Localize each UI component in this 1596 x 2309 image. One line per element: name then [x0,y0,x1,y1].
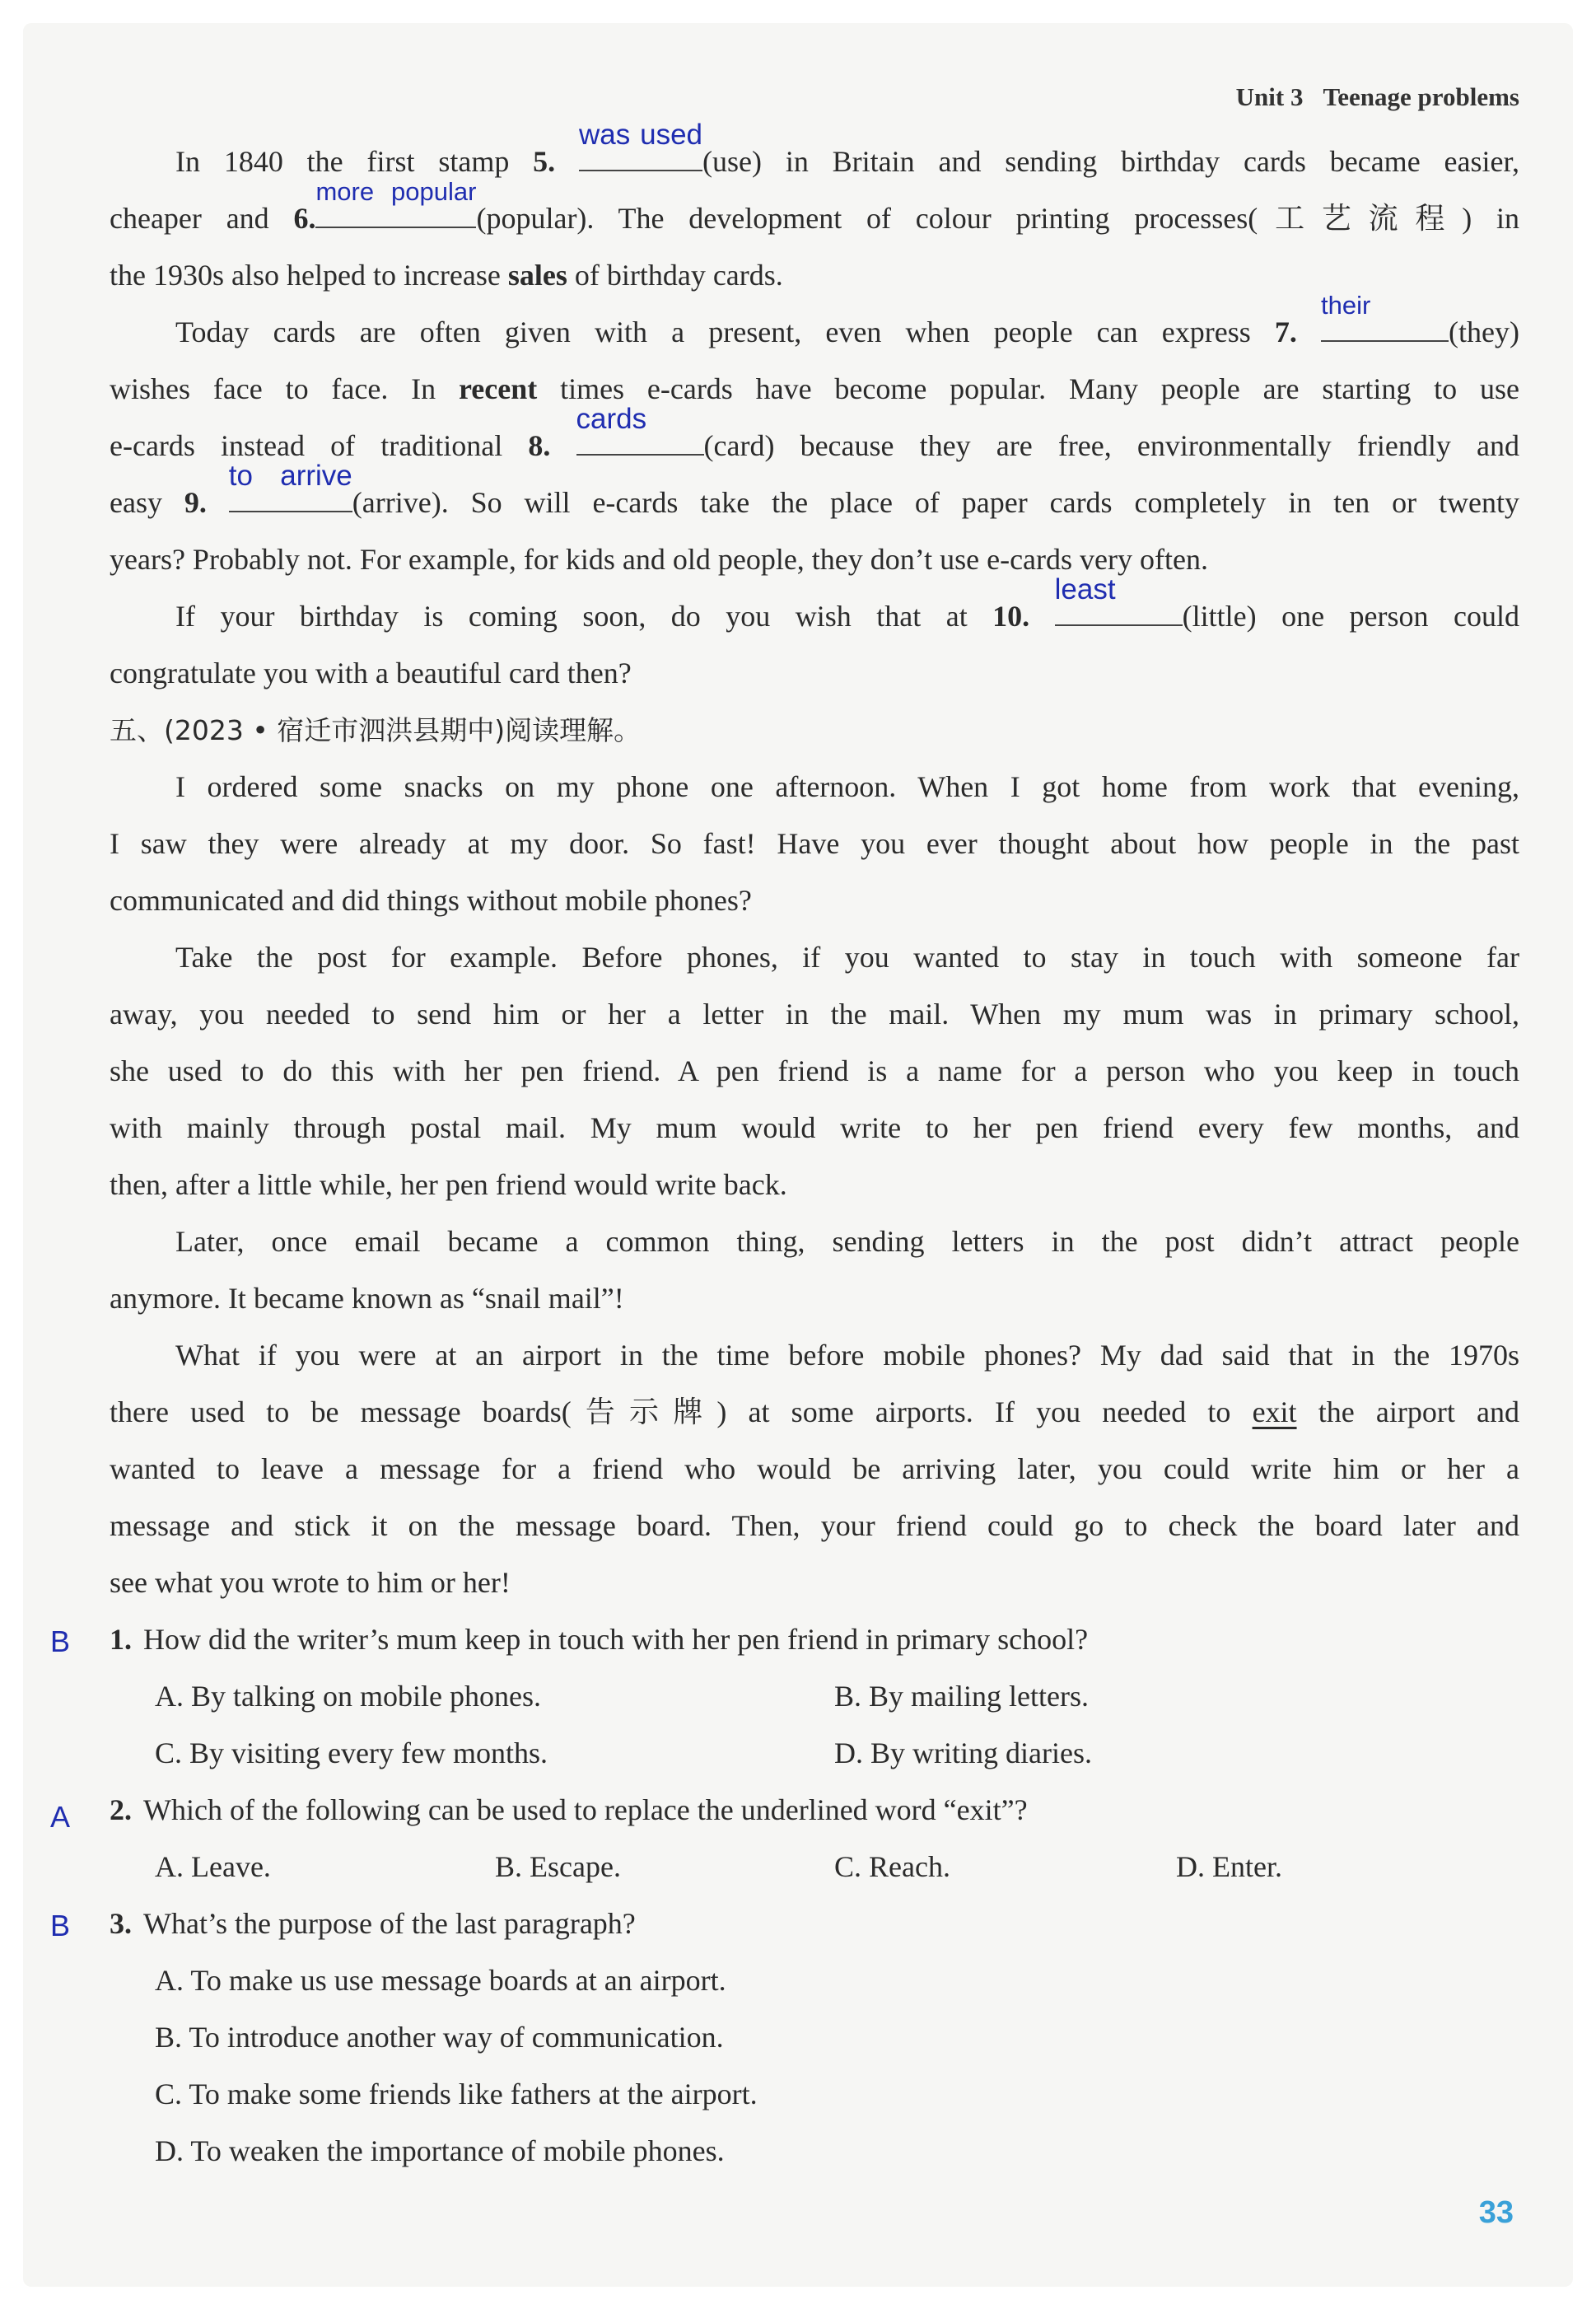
answer-blank-9[interactable] [228,460,352,512]
passage-line: there used to be message boards(告示牌) at some airports. If you needed to exit the airport and [110,1395,1519,1428]
option[interactable]: A. To make us use message boards at an airport. [155,1964,726,1997]
blank-number: 8. [528,429,551,462]
cloze-line: years? Probably not. For example, for kids and old people, they don’t use e-cards very often. [110,543,1208,576]
option[interactable]: A. Leave. [155,1850,271,1883]
option[interactable]: B. By mailing letters. [834,1680,1089,1713]
option[interactable]: B. To introduce another way of communication. [155,2021,724,2054]
cloze-line: congratulate you with a beautiful card then? [110,657,632,689]
passage-line: with mainly through postal mail. My mum would write to her pen friend every few months, and [110,1111,1519,1144]
blank-number: 10. [992,600,1030,633]
passage-line: away, you needed to send him or her a letter in the mail. When my mum was in primary school, [110,998,1519,1031]
answer-blank-8[interactable] [576,403,704,456]
question-1-answer-mark: B [50,1624,71,1658]
passage-line: Take the post for example. Before phones, if you wanted to stay in touch with someone far [175,941,1519,974]
option[interactable]: C. Reach. [834,1850,950,1883]
handwritten-answer-6: more popular [315,177,477,206]
cloze-line: e-cards instead of traditional 8. cards (card) because they are free, environmentally friendly and [110,418,1519,474]
answer-blank-5[interactable] [579,119,703,171]
question-2-options-row [110,1839,1519,1895]
page-number: 33 [1478,2195,1514,2230]
header-unit: Unit 3 [1235,82,1304,111]
option[interactable]: C. To make some friends like fathers at the airport. [155,2078,758,2110]
content [50,119,1520,2180]
passage-line: wanted to leave a message for a friend who would be arriving later, you could write him or her a [110,1452,1519,1485]
passage-line: Later, once email became a common thing, sending letters in the post didn’t attract people [175,1225,1519,1258]
passage-line: she used to do this with her pen friend. A pen friend is a name for a person who you keep in touch [110,1054,1519,1087]
passage-line: anymore. It became known as “snail mail”! [110,1282,624,1315]
answer-blank-10[interactable] [1054,573,1183,626]
underlined-word-exit: exit [1252,1395,1297,1428]
question-3: B 3. What’s the purpose of the last paragraph? [110,1895,1519,1952]
question-2-answer-mark: A [50,1800,71,1834]
blank-number: 7. [1274,316,1297,348]
cloze-line: Today cards are often given with a present, even when people can express 7. their (they) [110,304,1519,361]
cloze-line: the 1930s also helped to increase sales of birthday cards. [110,259,783,292]
passage-line: I ordered some snacks on my phone one afternoon. When I got home from work that evening, [175,770,1519,803]
blank-number: 6. [293,202,316,235]
option[interactable]: C. By visiting every few months. [155,1736,548,1769]
question-2: A 2. Which of the following can be used to replace the underlined word “exit”? [110,1782,1519,1839]
cloze-line: In 1840 the first stamp 5. was used (use) in Britain and sending birthday cards became easier, [110,133,1519,190]
option[interactable]: D. To weaken the importance of mobile phones. [155,2134,725,2167]
question-1: B 1. How did the writer’s mum keep in touch with her pen friend in primary school? [110,1611,1519,1668]
question-1-options-row [110,1725,1519,1782]
section-title: 五、(2023 • 宿迁市泗洪县期中)阅读理解。 [110,714,642,746]
cloze-line: If your birthday is coming soon, do you wish that at 10. least (little) one person could [110,588,1519,645]
running-header [1236,82,1519,112]
option[interactable]: D. By writing diaries. [834,1736,1092,1769]
cloze-line: easy 9. to arrive (arrive). So will e-cards take the place of paper cards completely in ten or twenty [110,474,1519,531]
option[interactable]: B. Escape. [495,1850,621,1883]
handwritten-answer-9: to arrive [228,460,352,492]
handwritten-answer-7: their [1321,291,1371,320]
cloze-line: wishes face to face. In recent times e-cards have become popular. Many people are starting to use [110,372,1519,405]
handwritten-answer-10: least [1054,573,1116,605]
passage-line: see what you wrote to him or her! [110,1566,511,1599]
answer-blank-6[interactable] [315,177,477,228]
passage-line: communicated and did things without mobile phones? [110,884,752,917]
passage-line: then, after a little while, her pen friend would write back. [110,1168,787,1201]
cloze-line: cheaper and 6. more popular (popular). The development of colour printing processes(工艺流程) in [110,190,1519,247]
header-title: Teenage problems [1323,82,1519,111]
handwritten-answer-5: was used [579,119,703,151]
blank-number: 5. [533,145,556,178]
passage-line: message and stick it on the message board. Then, your friend could go to check the board later and [110,1509,1519,1542]
question-3-answer-mark: B [50,1909,71,1942]
answer-blank-7[interactable] [1321,291,1449,342]
question-1-options-row [110,1668,1519,1725]
handwritten-answer-8: cards [576,403,647,435]
option[interactable]: D. Enter. [1176,1850,1282,1883]
passage-line: I saw they were already at my door. So fast! Have you ever thought about how people in the past [110,827,1519,860]
passage-line: What if you were at an airport in the time before mobile phones? My dad said that in the 1970s [175,1339,1519,1372]
option[interactable]: A. By talking on mobile phones. [155,1680,541,1713]
blank-number: 9. [184,486,207,519]
